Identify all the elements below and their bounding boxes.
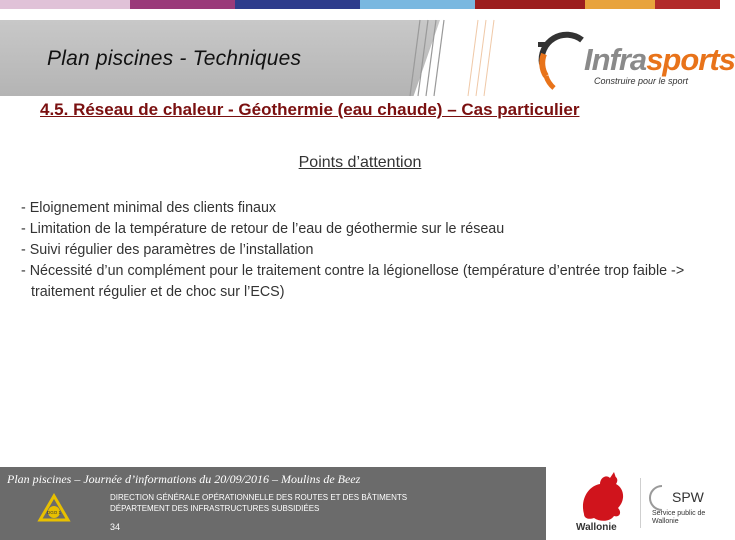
strip-segment xyxy=(585,0,655,9)
logo-wordmark xyxy=(584,42,735,78)
page-number: 34 xyxy=(110,522,121,532)
page-title: Plan piscines - Techniques xyxy=(47,47,302,70)
color-strip xyxy=(0,0,720,9)
wallonie-label: Wallonie xyxy=(576,522,617,533)
logo-prefix: Infra xyxy=(584,42,647,77)
points-title: Points d’attention xyxy=(298,154,422,171)
footer-caption: Plan piscines – Journée d’informations du 20/09/2016 – Moulins de Beez xyxy=(7,472,361,486)
strip-segment xyxy=(130,0,235,9)
strip-segment xyxy=(360,0,475,9)
dgo-logo-icon xyxy=(34,494,74,524)
dgo-label: DGO 1 xyxy=(46,510,62,515)
logo-suffix: sports xyxy=(646,42,735,77)
strip-segment xyxy=(475,0,585,9)
list-item: - Suivi régulier des paramètres de l’installation xyxy=(21,240,711,261)
list-item: - Limitation de la température de retour de l’eau de géothermie sur le réseau xyxy=(21,219,711,240)
spw-text: SPW xyxy=(672,489,704,505)
footer-department xyxy=(110,492,407,514)
footer-line-1: DIRECTION GÉNÉRALE OPÉRATIONNELLE DES ROUTES ET DES BÂTIMENTS xyxy=(110,493,408,502)
strip-segment xyxy=(235,0,360,9)
logo-arc-icon xyxy=(532,24,592,94)
attention-list xyxy=(21,198,711,303)
strip-segment xyxy=(655,0,720,9)
footer-divider xyxy=(640,478,641,528)
header-decorative-lines xyxy=(396,20,526,96)
logo-tagline: Construire pour le sport xyxy=(594,76,689,86)
infrasports-logo xyxy=(528,22,735,94)
spw-logo-icon xyxy=(648,480,718,536)
list-item: - Nécessité d’un complément pour le traitement contre la légionellose (température d’entrée trop faible -> traitement régulier et de choc sur l’ECS) xyxy=(21,261,711,303)
footer-line-2: DÉPARTEMENT DES INFRASTRUCTURES SUBSIDIÉES xyxy=(110,504,320,513)
spw-subtitle: Service public de Wallonie xyxy=(652,510,706,525)
strip-segment xyxy=(0,0,130,9)
list-item: - Eloignement minimal des clients finaux xyxy=(21,198,711,219)
section-title: 4.5. Réseau de chaleur - Géothermie (eau chaude) – Cas particulier xyxy=(40,100,580,119)
